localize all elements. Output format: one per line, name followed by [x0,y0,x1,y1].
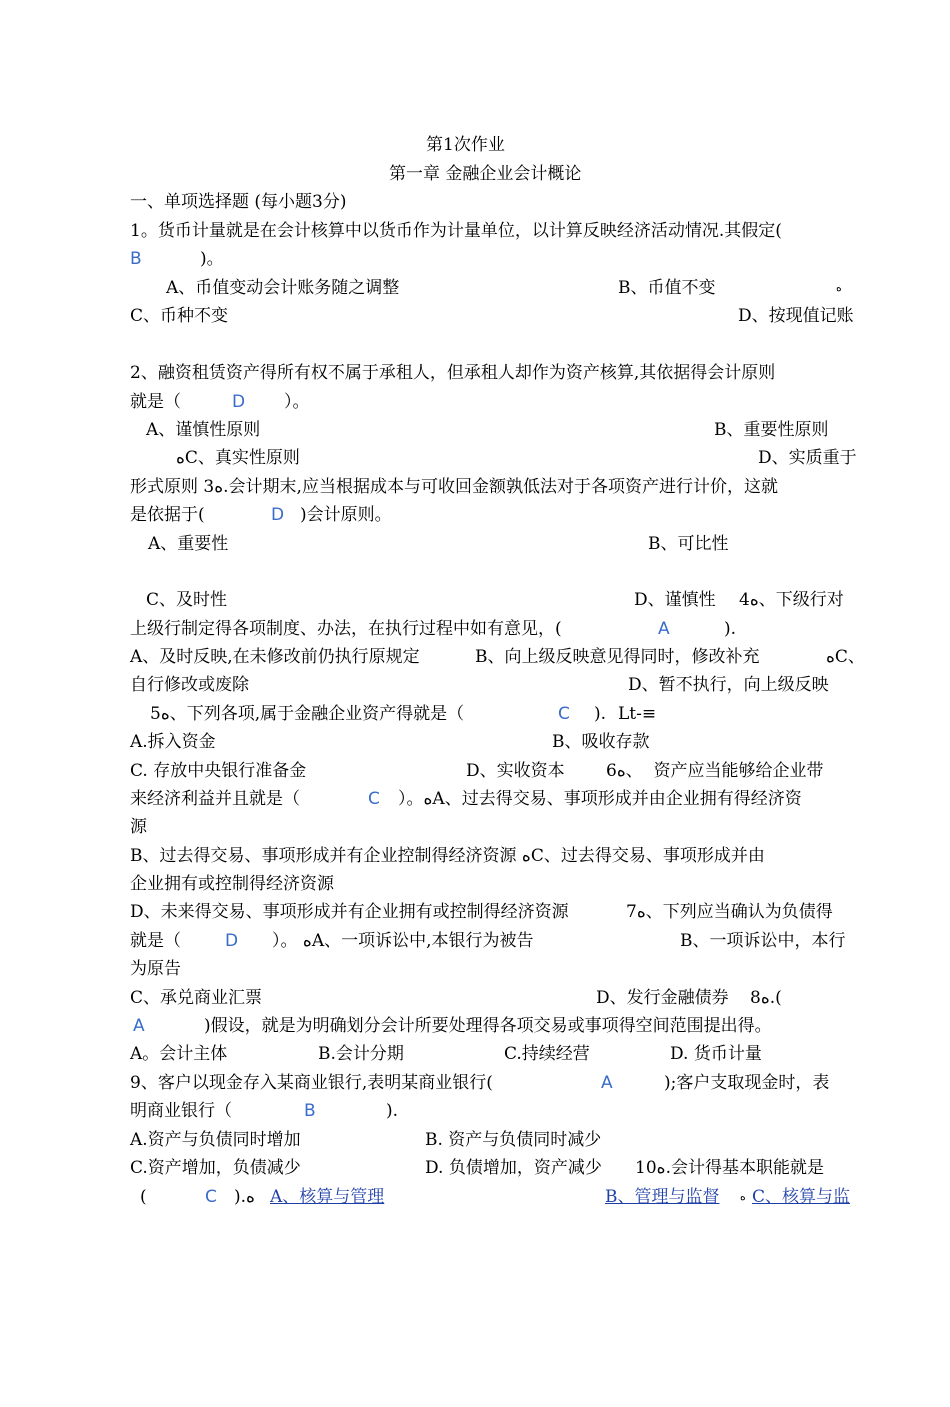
q10-line [0,1183,950,1211]
q10-prefix: ( [140,1187,147,1207]
q8-start: 8ﻩ.( [750,988,782,1008]
q4-text: 上级行制定得各项制度、办法，在执行过程中如有意见，( [130,619,562,639]
q9-option-c: C.资产增加，负债减少 [130,1158,301,1178]
q9-answer-2: B [304,1101,316,1121]
q1-option-a: A、币值变动会计账务随之调整 [166,278,400,298]
q5-mark: Lt-≡ [618,704,657,724]
q2-options-cd [0,444,950,472]
doc-title: 第1次作业 [426,135,505,155]
q3-option-b: B、可比性 [648,534,729,554]
q4-answer: A [658,619,670,639]
q3-option-a: A、重要性 [148,534,229,554]
q4-options-ab [0,643,950,671]
q9-option-d: D. 负债增加，资产减少 [425,1158,602,1178]
q10-answer: C [205,1187,217,1207]
q8-option-b: B.会计分期 [318,1044,404,1064]
q9-options-cd [0,1154,950,1182]
q9-mid: );客户支取现金时，表 [664,1073,830,1093]
q2-options-ab [0,416,950,444]
q4-option-c: 自行修改或废除 [130,675,249,695]
q7-answer: D [225,931,239,951]
q8-line [0,1012,950,1040]
q5-answer: C [558,704,570,724]
q2-option-c: ﻩC、真实性原则 [176,448,300,468]
q2-close: ）。 [284,392,310,412]
q8-option-d: D. 货币计量 [670,1044,762,1064]
q8-text: )假设，就是为明确划分会计所要处理得各项交易或事项得空间范围提出得。 [204,1016,772,1036]
q10-option-a-link[interactable]: A、核算与管理 [270,1187,385,1207]
q1-option-b: B、币值不变 [618,278,716,298]
q5-option-a: A.拆入资金 [130,732,216,752]
q6-option-b2-line [0,870,950,898]
q5-options-cd [0,757,950,785]
q7-options-cd [0,984,950,1012]
q1-options-ab [0,274,950,302]
q7-line [0,927,950,955]
q4-option-c-label: ﻩC、 [826,647,865,667]
q4-option-a: A、及时反映,在未修改前仍执行原规定 [130,647,420,667]
q8-options [0,1040,950,1068]
q9-close: ). [386,1101,399,1121]
chapter-line [0,160,950,188]
q3-prefix: 是依据于( [130,505,205,525]
q4-option-b: B、向上级反映意见得同时，修改补充 [475,647,760,667]
q9-line [0,1069,950,1097]
q6-option-b-line [0,842,950,870]
q1-mark: ﻩ [836,281,842,294]
q6-prefix: 来经济利益并且就是（ [130,789,300,809]
q5-option-b: B、吸收存款 [552,732,650,752]
q2-text: 2、融资租赁资产得所有权不属于承租人，但承租人却作为资产核算,其依据得会计原则 [130,363,776,383]
q2-option-d: D、实质重于 [758,448,857,468]
q10-close: ).ﻩ [234,1187,255,1207]
q8-answer: A [133,1016,145,1036]
q7-option-b-cont: 为原告 [130,959,181,979]
q8-option-a: A。会计主体 [130,1044,228,1064]
q6-close: ）。ﻩA、过去得交易、事项形成并由企业拥有得经济资 [398,789,802,809]
q10-start: 10ﻩ.会计得基本职能就是 [635,1158,824,1178]
q1-line [0,217,950,245]
q6-option-d: D、未来得交易、事项形成并有企业拥有或控制得经济资源 [130,902,569,922]
q1-answer: B [130,249,142,269]
q10-option-b-link[interactable]: B、管理与监督 [605,1187,720,1207]
q5-option-d: D、实收资本 [466,761,565,781]
q5-text: 5ﻩ、下列各项,属于金融企业资产得就是（ [150,704,465,724]
q1-option-c: C、币种不变 [130,306,229,326]
q2-line [0,359,950,387]
q4-start: 4ﻩ、下级行对 [739,590,844,610]
q5-line [0,700,950,728]
q6-option-d-line [0,898,950,926]
q5-options-ab [0,728,950,756]
q2-option-b: B、重要性原则 [714,420,829,440]
q6-start: 6ﻩ、 资产应当能够给企业带 [606,761,824,781]
q4-close: ). [724,619,737,639]
q1-option-d: D、按现值记账 [738,306,854,326]
q4-line [0,615,950,643]
q9-option-a: A.资产与负债同时增加 [130,1130,301,1150]
q7-option-d: D、发行金融债券 [596,988,729,1008]
q7-option-b: B、一项诉讼中，本行 [680,931,846,951]
q2-answer-line [0,388,950,416]
q6-option-b: B、过去得交易、事项形成并有企业控制得经济资源 ﻩC、过去得交易、事项形成并由 [130,846,765,866]
q2-answer: D [232,392,246,412]
q3-option-c: C、及时性 [146,590,228,610]
q5-close: ). [594,704,607,724]
q3-answer-line [0,501,950,529]
q3-answer: D [271,505,285,525]
q6-answer: C [368,789,380,809]
q9-options-ab [0,1126,950,1154]
q10-mark: ﻩ [740,1190,746,1203]
q6-line [0,785,950,813]
q5-option-c: C. 存放中央银行准备金 [130,761,307,781]
q2-option-a: A、谨慎性原则 [146,420,261,440]
q6-cont-line [0,813,950,841]
doc-title-line [0,131,950,159]
q9-prefix: 明商业银行（ [130,1101,232,1121]
q9-text: 9、客户以现金存入某商业银行,表明某商业银行( [130,1073,493,1093]
q6-option-c: 企业拥有或控制得经济资源 [130,874,334,894]
q7-close: ）。 ﻩA、一项诉讼中,本银行为被告 [272,931,534,951]
q9-line2 [0,1097,950,1125]
q7-prefix: 就是（ [130,931,181,951]
section-line [0,188,950,216]
q7-option-c: C、承兑商业汇票 [130,988,263,1008]
q7-start: 7ﻩ、下列应当确认为负债得 [626,902,833,922]
section-heading: 一、单项选择题 (每小题3分) [130,192,347,212]
q1-options-cd [0,302,950,330]
q4-option-d: D、暂不执行，向上级反映 [628,675,829,695]
chapter-title: 第一章 金融企业会计概论 [389,164,582,184]
q4-options-cd [0,671,950,699]
q3-line [0,473,950,501]
q1-close: )。 [200,249,224,269]
q9-option-b: B. 资产与负债同时减少 [425,1130,602,1150]
q3-option-d: D、谨慎性 [634,590,716,610]
q9-answer-1: A [601,1073,613,1093]
q3-options-cd [0,586,950,614]
q3-text: 形式原则 3ﻩ.会计期末,应当根据成本与可收回金额孰低法对于各项资产进行计价，这就 [130,477,778,497]
q1-answer-line [0,245,950,273]
q1-text: 1。货币计量就是在会计核算中以货币作为计量单位，以计算反映经济活动情况.其假定( [130,221,782,241]
q7-option-b2-line [0,955,950,983]
q3-close: )会计原则。 [300,505,392,525]
q2-prefix: 就是（ [130,392,181,412]
q6-cont: 源 [130,817,147,837]
q8-option-c: C.持续经营 [504,1044,590,1064]
q10-option-c-link[interactable]: C、核算与监 [752,1187,851,1207]
q3-options-ab [0,530,950,558]
